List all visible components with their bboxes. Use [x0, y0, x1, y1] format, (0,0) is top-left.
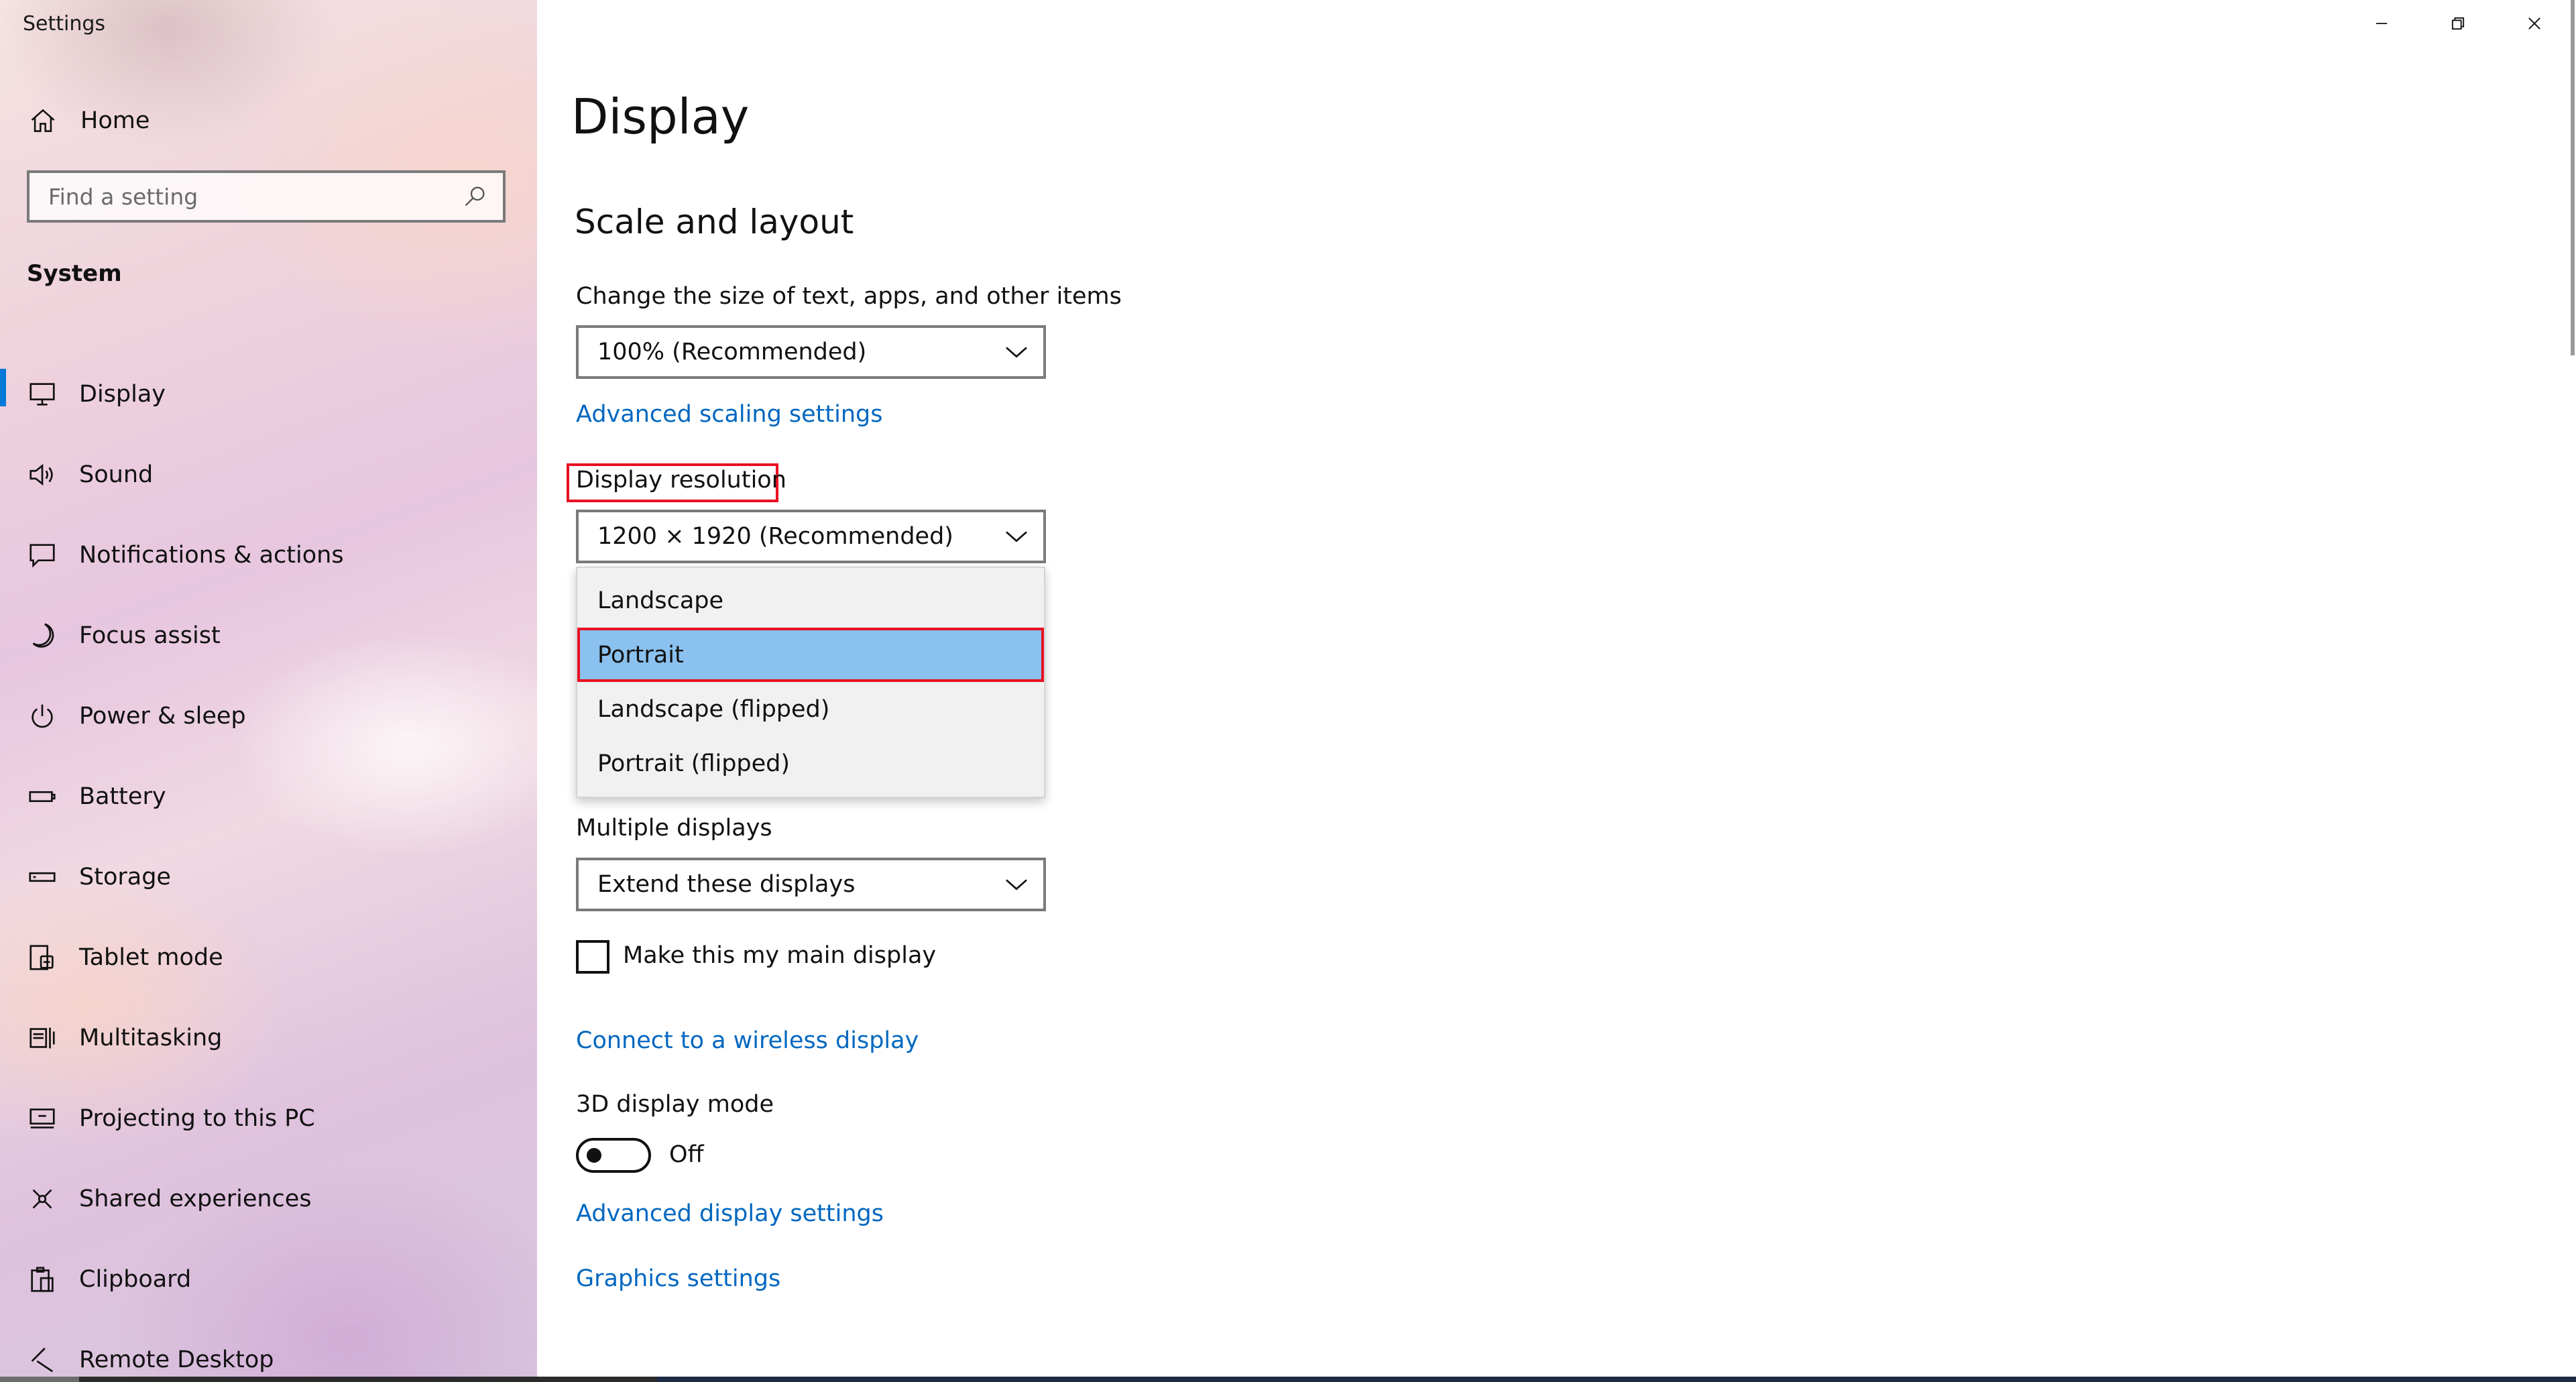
chevron-down-icon [1003, 876, 1030, 893]
sidebar-item-power-sleep[interactable] [0, 676, 537, 756]
search-icon[interactable] [461, 183, 488, 210]
sidebar-item-label: Remote Desktop [79, 1346, 274, 1373]
main-display-checkbox-label[interactable]: Make this my main display [623, 942, 937, 969]
sidebar-item-multitasking[interactable] [0, 998, 537, 1078]
sidebar-item-label: Sound [79, 461, 154, 488]
multitasking-icon [27, 1023, 58, 1053]
sidebar-item-label: Shared experiences [79, 1186, 312, 1212]
minimize-button[interactable] [2344, 0, 2419, 47]
restore-icon [2449, 14, 2467, 33]
remote-desktop-icon [27, 1344, 58, 1375]
scale-dropdown[interactable] [576, 325, 1046, 379]
toggle-knob [587, 1148, 601, 1163]
search-box[interactable] [27, 170, 506, 223]
sidebar-item-label: Display [79, 381, 166, 408]
sidebar-item-storage[interactable] [0, 837, 537, 917]
sidebar-item-label: Power & sleep [79, 703, 246, 730]
sidebar-item-label: Projecting to this PC [79, 1105, 315, 1132]
3d-display-toggle[interactable] [576, 1138, 651, 1173]
sidebar-item-projecting[interactable] [0, 1078, 537, 1159]
tablet-icon [27, 942, 58, 973]
monitor-icon [27, 379, 58, 410]
resolution-label: Display resolution [576, 467, 786, 494]
sidebar-item-display[interactable] [0, 354, 537, 435]
section-title: Scale and layout [575, 203, 854, 241]
window-title: Settings [23, 12, 106, 36]
3d-display-label: 3D display mode [576, 1091, 774, 1118]
minimize-icon [2372, 14, 2391, 33]
resolution-dropdown[interactable] [576, 510, 1046, 563]
scrollbar-thumb[interactable] [2571, 0, 2575, 355]
storage-icon [27, 862, 58, 892]
wireless-display-link[interactable]: Connect to a wireless display [576, 1027, 919, 1054]
search-input[interactable] [47, 183, 461, 211]
3d-display-state: Off [669, 1141, 704, 1168]
orientation-menu [576, 567, 1045, 798]
advanced-display-link[interactable]: Advanced display settings [576, 1200, 884, 1227]
orientation-option-landscape[interactable]: Landscape [597, 587, 724, 614]
scale-value: 100% (Recommended) [597, 339, 867, 365]
sidebar-item-label: Multitasking [79, 1025, 223, 1051]
message-icon [27, 540, 58, 571]
close-button[interactable] [2497, 0, 2572, 47]
sidebar-item-clipboard[interactable] [0, 1239, 537, 1320]
multiple-displays-label: Multiple displays [576, 815, 772, 842]
section-heading: System [27, 260, 122, 287]
home-label: Home [80, 107, 150, 134]
multiple-displays-dropdown[interactable] [576, 858, 1046, 911]
sidebar-item-focus-assist[interactable] [0, 595, 537, 676]
taskbar-segment [0, 1377, 79, 1382]
moon-icon [27, 620, 58, 651]
scale-label: Change the size of text, apps, and other items [576, 283, 1122, 310]
orientation-option-portrait-flipped[interactable]: Portrait (flipped) [597, 750, 791, 777]
taskbar-edge [0, 1377, 2576, 1382]
sidebar-item-label: Clipboard [79, 1266, 192, 1293]
resolution-value: 1200 × 1920 (Recommended) [597, 523, 953, 550]
orientation-option-landscape-flipped[interactable]: Landscape (flipped) [597, 695, 830, 723]
sidebar-item-label: Tablet mode [79, 944, 223, 971]
sidebar-item-label: Battery [79, 783, 166, 810]
sidebar-item-tablet-mode[interactable] [0, 917, 537, 998]
sidebar-item-label: Notifications & actions [79, 542, 344, 569]
sidebar-item-label: Focus assist [79, 622, 221, 649]
main-display-checkbox[interactable] [576, 940, 609, 974]
chevron-down-icon [1003, 343, 1030, 361]
sidebar-item-battery[interactable] [0, 756, 537, 837]
projector-icon [27, 1103, 58, 1134]
taskbar-segment [657, 1377, 2576, 1382]
page-title: Display [571, 89, 750, 145]
chevron-down-icon [1003, 528, 1030, 545]
sidebar-item-remote-desktop[interactable] [0, 1320, 537, 1382]
sidebar-nav [0, 354, 537, 1382]
sidebar-item-shared-experiences[interactable] [0, 1159, 537, 1239]
power-icon [27, 701, 58, 732]
restore-button[interactable] [2420, 0, 2496, 47]
speaker-icon [27, 459, 58, 490]
battery-icon [27, 781, 58, 812]
share-icon [27, 1184, 58, 1214]
multiple-displays-value: Extend these displays [597, 871, 856, 898]
sidebar [0, 0, 537, 1382]
home-icon [28, 106, 58, 135]
clipboard-icon [27, 1264, 58, 1295]
orientation-option-portrait[interactable]: Portrait [577, 628, 1044, 682]
graphics-settings-link[interactable]: Graphics settings [576, 1265, 781, 1292]
home-nav-item[interactable] [28, 101, 150, 141]
sidebar-item-label: Storage [79, 864, 171, 890]
sidebar-item-sound[interactable] [0, 435, 537, 515]
sidebar-item-notifications[interactable] [0, 515, 537, 595]
advanced-scaling-link[interactable]: Advanced scaling settings [576, 401, 883, 428]
close-icon [2525, 14, 2544, 33]
